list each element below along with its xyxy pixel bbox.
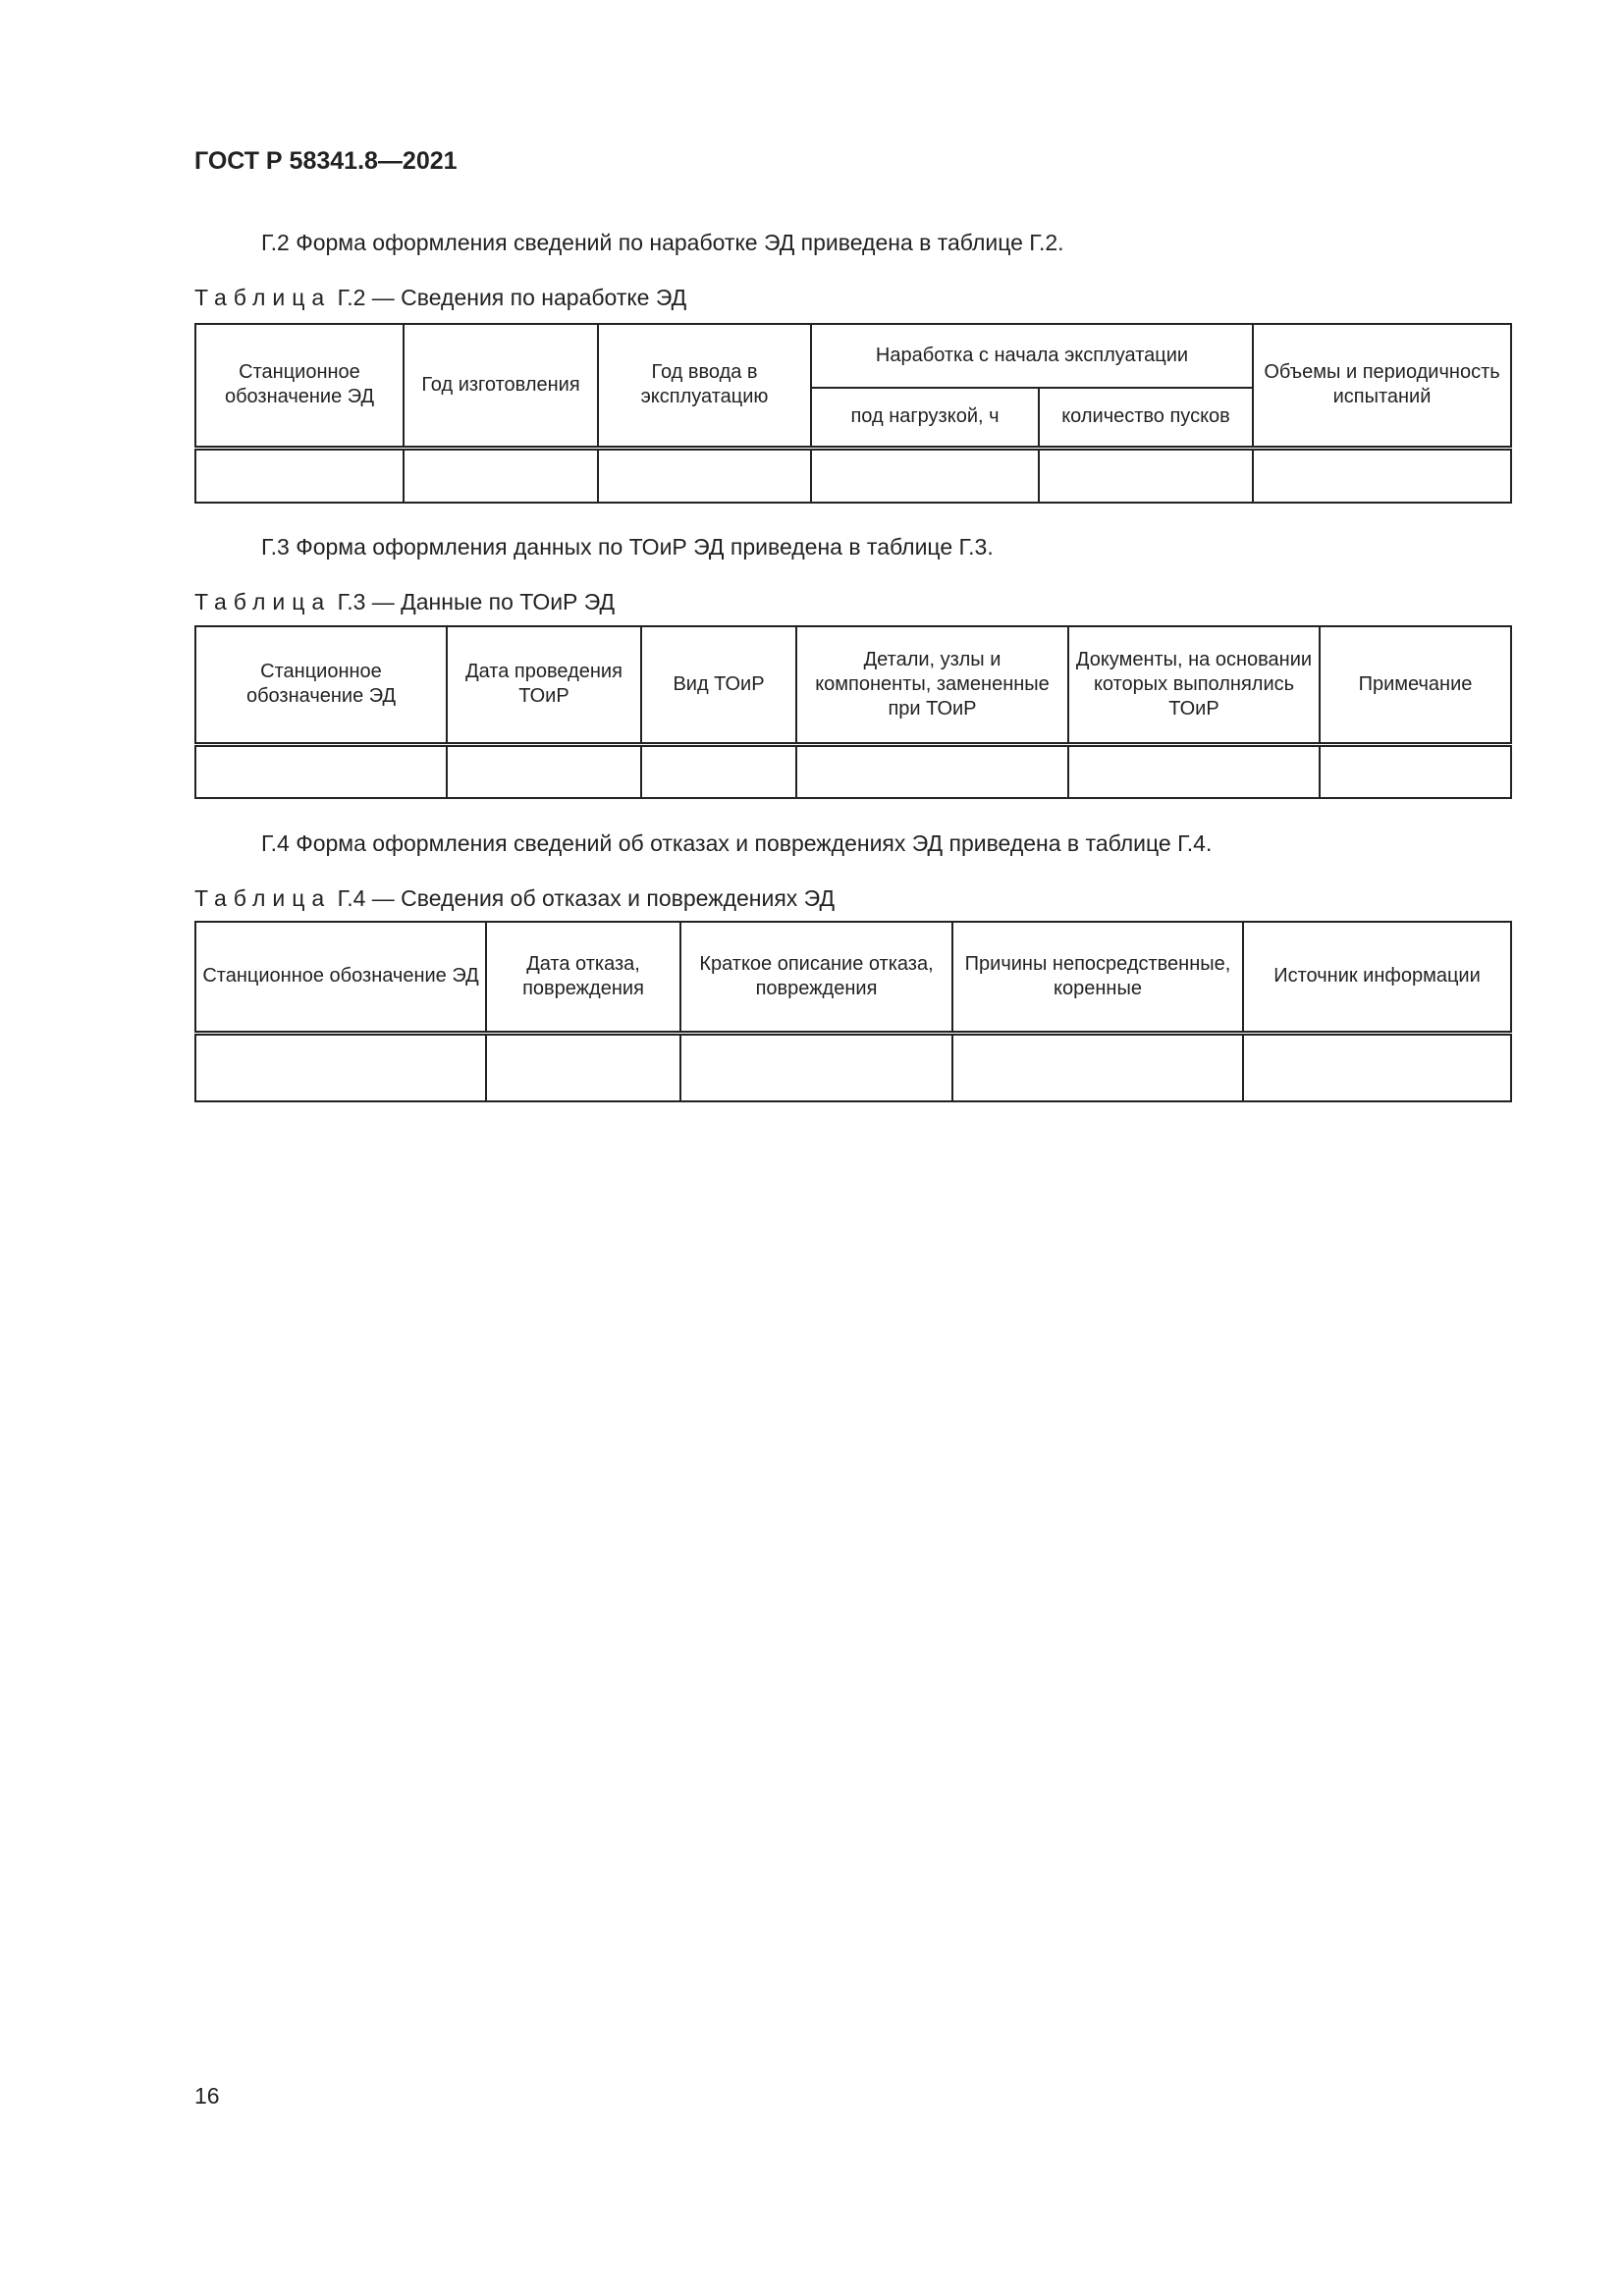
- table-cell: [796, 744, 1068, 798]
- document-header: ГОСТ Р 58341.8—2021: [194, 147, 458, 175]
- table-cell: [404, 448, 598, 503]
- header-cell-maintenance-date: Дата проведения ТОиР: [447, 626, 641, 744]
- table-g3: [194, 625, 1512, 799]
- header-cell-operating-time: Наработка с начала эксплуатации: [811, 324, 1253, 388]
- header-cell-under-load: под нагрузкой, ч: [811, 388, 1039, 448]
- table-cell: [486, 1033, 680, 1101]
- table-caption-g4: [194, 887, 835, 910]
- table-caption-label: Таблица: [194, 285, 332, 310]
- table-cell: [447, 744, 641, 798]
- table-cell: [680, 1033, 952, 1101]
- table-cell: [811, 448, 1039, 503]
- table-cell: [598, 448, 811, 503]
- header-cell-replaced-parts: Детали, узлы и компоненты, замененные при ТОиР: [796, 626, 1068, 744]
- table-caption-g3: [194, 591, 615, 614]
- header-cell-documents: Документы, на основании которых выполнялись ТОиР: [1068, 626, 1320, 744]
- paragraph-g3: Г.3 Форма оформления данных по ТОиР ЭД приведена в таблице Г.3.: [261, 534, 994, 560]
- header-cell-station-id: Станционное обозначение ЭД: [195, 922, 486, 1033]
- table-cell: [195, 744, 447, 798]
- table-caption-text: Г.3 — Данные по ТОиР ЭД: [331, 589, 616, 614]
- header-cell-failure-description: Краткое описание отказа, повреждения: [680, 922, 952, 1033]
- header-cell-info-source: Источник информации: [1243, 922, 1511, 1033]
- table-caption-label: Таблица: [194, 885, 332, 911]
- header-cell-maintenance-type: Вид ТОиР: [641, 626, 796, 744]
- table-header-row: [195, 324, 1511, 388]
- table-cell: [1068, 744, 1320, 798]
- header-cell-causes: Причины непосредственные, коренные: [952, 922, 1243, 1033]
- table-row: [195, 448, 1511, 503]
- header-cell-note: Примечание: [1320, 626, 1511, 744]
- header-cell-failure-date: Дата отказа, повреждения: [486, 922, 680, 1033]
- header-cell-station-id: Станционное обозначение ЭД: [195, 324, 404, 448]
- table-cell: [1039, 448, 1253, 503]
- table-caption-label: Таблица: [194, 589, 332, 614]
- page-number: 16: [194, 2083, 220, 2109]
- table-caption-text: Г.4 — Сведения об отказах и повреждениях ЭД: [331, 885, 836, 911]
- table-caption-g2: [194, 287, 686, 309]
- header-cell-station-id: Станционное обозначение ЭД: [195, 626, 447, 744]
- table-header-row: [195, 626, 1511, 744]
- table-cell: [1320, 744, 1511, 798]
- table-cell: [195, 448, 404, 503]
- table-caption-text: Г.2 — Сведения по наработке ЭД: [331, 285, 687, 310]
- table-cell: [641, 744, 796, 798]
- header-cell-start-count: количество пусков: [1039, 388, 1253, 448]
- header-cell-tests: Объемы и периодичность испытаний: [1253, 324, 1511, 448]
- paragraph-g4: Г.4 Форма оформления сведений об отказах и повреждениях ЭД приведена в таблице Г.4.: [261, 830, 1213, 856]
- table-cell: [195, 1033, 486, 1101]
- table-header-row: [195, 922, 1511, 1033]
- header-cell-year-made: Год изготовления: [404, 324, 598, 448]
- table-g2: [194, 323, 1512, 504]
- table-g4: [194, 921, 1512, 1102]
- table-cell: [952, 1033, 1243, 1101]
- paragraph-g2: Г.2 Форма оформления сведений по наработке ЭД приведена в таблице Г.2.: [261, 230, 1064, 255]
- table-cell: [1253, 448, 1511, 503]
- header-cell-year-commissioned: Год ввода в эксплуатацию: [598, 324, 811, 448]
- table-row: [195, 1033, 1511, 1101]
- table-cell: [1243, 1033, 1511, 1101]
- table-row: [195, 744, 1511, 798]
